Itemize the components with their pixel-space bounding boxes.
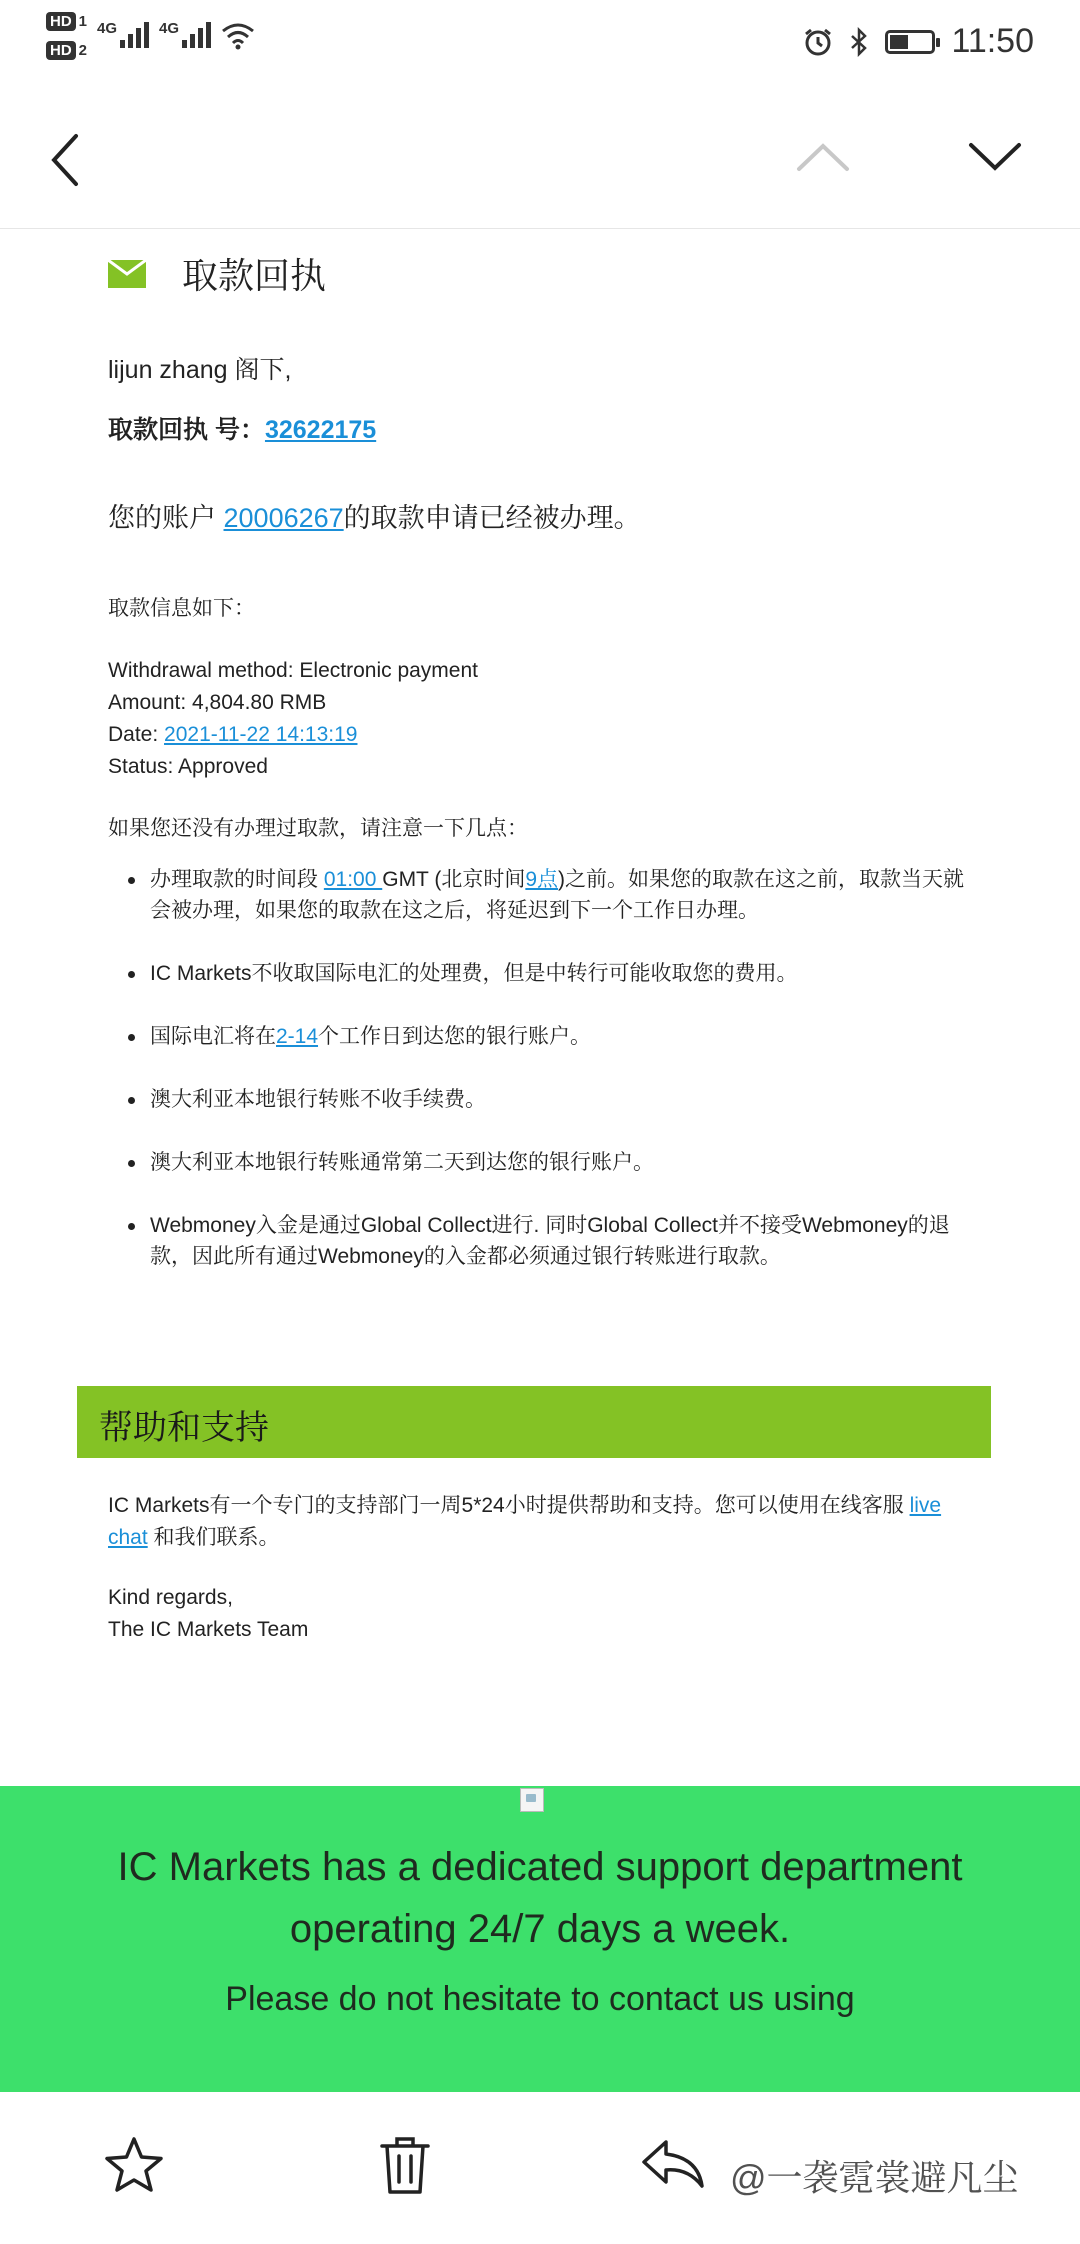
broken-image-icon <box>520 1788 544 1812</box>
list-item: 国际电汇将在2-14个工作日到达您的银行账户。 <box>150 1021 970 1052</box>
greeting: lijun zhang 阁下, <box>108 356 292 384</box>
alarm-icon <box>803 27 833 57</box>
chevron-down-icon[interactable] <box>968 142 1022 172</box>
email-subject: 取款回执 <box>182 255 327 296</box>
notice-list <box>150 864 970 1304</box>
trash-icon[interactable] <box>378 2134 432 2196</box>
list-item: 澳大利亚本地银行转账不收手续费。 <box>150 1084 970 1115</box>
days-link[interactable]: 2-14 <box>276 1025 319 1048</box>
info-title: 取款信息如下： <box>108 597 255 620</box>
date-link[interactable]: 2021-11-22 14:13:19 <box>164 723 358 746</box>
banner-subline: Please do not hesitate to contact us using <box>225 1980 855 2018</box>
reply-icon[interactable] <box>640 2136 706 2192</box>
support-banner <box>0 1786 1080 2092</box>
subject-row <box>108 248 326 299</box>
receipt-number-line: 取款回执 号：32622175 <box>108 416 377 444</box>
support-text: IC Markets有一个专门的支持部门一周5*24小时提供帮助和支持。您可以使用在线客服 live chat 和我们联系。 <box>108 1494 942 1549</box>
signature: Kind regards, The IC Markets Team <box>108 1586 309 1641</box>
back-arrow-icon[interactable] <box>48 132 84 188</box>
sim1-indicator: HD 1 <box>46 12 87 31</box>
list-item: 办理取款的时间段 01:00 GMT (北京时间9点)之前。如果您的取款在这之前，取款当天就会被办理，如果您的取款在这之后，将延迟到下一个工作日办理。 <box>150 864 970 926</box>
status-bar <box>0 0 1080 82</box>
list-item: Webmoney入金是通过Global Collect进行. 同时Global Collect并不接受Webmoney的退款，因此所有通过Webmoney的入金都必须通过银行转账进行取款。 <box>150 1210 970 1272</box>
withdrawal-date: Date: 2021-11-22 14:13:19 <box>108 723 358 746</box>
bluetooth-icon <box>849 27 869 57</box>
account-line: 您的账户 20006267的取款申请已经被办理。 <box>108 503 641 533</box>
mail-envelope-icon <box>108 260 146 288</box>
live-chat-link[interactable]: live chat <box>108 1494 942 1549</box>
status-left <box>46 12 255 60</box>
wifi-icon <box>221 22 255 50</box>
time-link[interactable]: 01:00 <box>323 868 383 891</box>
banner-headline: IC Markets has a dedicated support department operating 24/7 days a week. <box>117 1845 963 1951</box>
status-time: 11:50 <box>951 22 1034 60</box>
help-section-header <box>77 1386 991 1458</box>
withdrawal-method: Withdrawal method: Electronic payment <box>108 659 478 682</box>
withdrawal-amount: Amount: 4,804.80 RMB <box>108 691 327 714</box>
battery-icon <box>885 30 935 54</box>
signal-icon: 4G <box>97 22 149 48</box>
help-title: 帮助和支持 <box>99 1409 269 1447</box>
chevron-up-icon[interactable] <box>796 142 850 172</box>
list-item: 澳大利亚本地银行转账通常第二天到达您的银行账户。 <box>150 1147 970 1178</box>
star-icon[interactable] <box>104 2136 164 2194</box>
account-number-link[interactable]: 20006267 <box>223 503 344 533</box>
status-right <box>803 22 1034 61</box>
beijing-time-link[interactable]: 9点 <box>525 868 559 891</box>
withdrawal-details <box>108 655 478 783</box>
list-item: IC Markets不收取国际电汇的处理费，但是中转行可能收取您的费用。 <box>150 958 970 989</box>
mail-toolbar <box>0 82 1080 229</box>
signal-icon: 4G <box>159 22 211 48</box>
receipt-number-link[interactable]: 32622175 <box>264 416 377 444</box>
notice: 如果您还没有办理过取款，请注意一下几点： <box>108 817 528 840</box>
withdrawal-status: Status: Approved <box>108 755 268 778</box>
sim2-indicator: HD 2 <box>46 41 87 60</box>
watermark-text: @一袭霓裳避凡尘 <box>730 2157 1019 2198</box>
bottom-action-bar <box>0 2092 1080 2244</box>
